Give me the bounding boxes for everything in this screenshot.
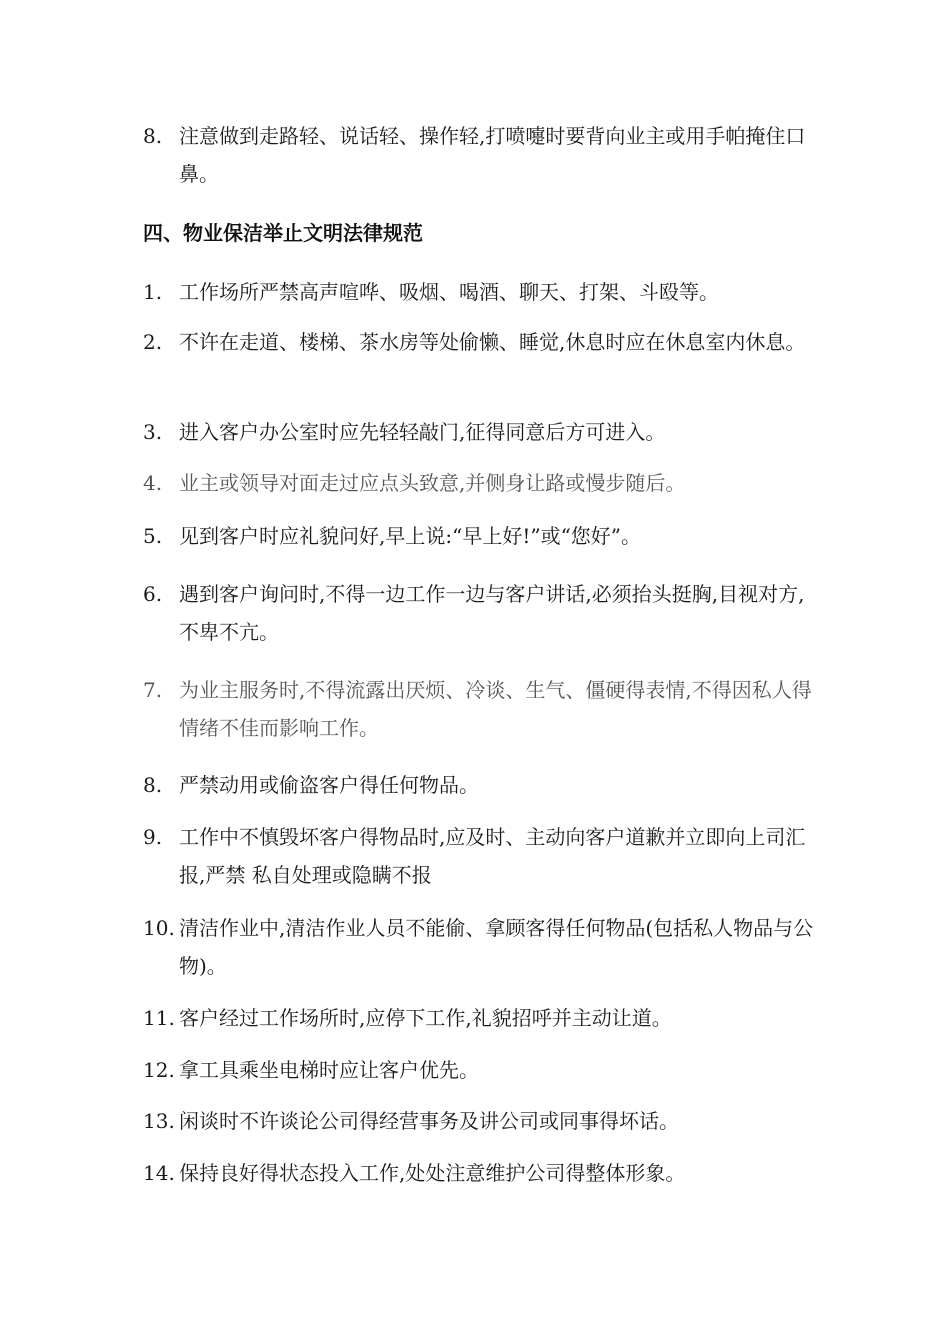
list-text: 严禁动用或偷盗客户得任何物品。 bbox=[179, 773, 479, 797]
list-item-8 bbox=[143, 766, 823, 804]
list-item-4 bbox=[143, 464, 823, 502]
list-item-7 bbox=[143, 671, 823, 747]
list-text: 工作场所严禁高声喧哗、吸烟、喝酒、聊天、打架、斗殴等。 bbox=[179, 280, 719, 304]
list-item-1 bbox=[143, 273, 823, 311]
list-number: 5. bbox=[143, 524, 163, 548]
list-text: 业主或领导对面走过应点头致意,并侧身让路或慢步随后。 bbox=[179, 471, 686, 495]
list-text: 不许在走道、楼梯、茶水房等处偷懒、睡觉,休息时应在休息室内休息。 bbox=[179, 330, 806, 354]
list-number: 3. bbox=[143, 420, 163, 444]
list-item-3 bbox=[143, 413, 823, 451]
list-number: 1. bbox=[143, 280, 163, 304]
list-number: 9. bbox=[143, 825, 163, 849]
list-item-13 bbox=[143, 1102, 823, 1140]
list-text: 保持良好得状态投入工作,处处注意维护公司得整体形象。 bbox=[179, 1161, 686, 1185]
list-item-2 bbox=[143, 323, 823, 361]
list-number: 12. bbox=[143, 1058, 175, 1082]
list-text: 拿工具乘坐电梯时应让客户优先。 bbox=[179, 1058, 479, 1082]
list-number: 13. bbox=[143, 1109, 175, 1133]
section-heading: 四、物业保洁举止文明法律规范 bbox=[143, 221, 423, 245]
list-number: 14. bbox=[143, 1161, 175, 1185]
list-text: 注意做到走路轻、说话轻、操作轻,打喷嚏时要背向业主或用手帕掩住口鼻。 bbox=[179, 124, 806, 186]
list-number: 4. bbox=[143, 471, 163, 495]
list-text: 进入客户办公室时应先轻轻敲门,征得同意后方可进入。 bbox=[179, 420, 666, 444]
list-number: 8. bbox=[143, 124, 163, 148]
list-text: 遇到客户询问时,不得一边工作一边与客户讲话,必须抬头挺胸,目视对方,不卑不亢。 bbox=[179, 582, 805, 644]
list-number: 10. bbox=[143, 916, 175, 940]
list-item-14 bbox=[143, 1154, 823, 1192]
list-text: 工作中不慎毁坏客户得物品时,应及时、主动向客户道歉并立即向上司汇报,严禁 私自处理或隐瞒不报 bbox=[179, 825, 806, 887]
list-number: 6. bbox=[143, 582, 163, 606]
list-item-11 bbox=[143, 999, 823, 1037]
list-item-6 bbox=[143, 575, 823, 651]
list-number: 8. bbox=[143, 773, 163, 797]
list-item-9 bbox=[143, 818, 823, 894]
list-text: 客户经过工作场所时,应停下工作,礼貌招呼并主动让道。 bbox=[179, 1006, 672, 1030]
list-item-pre-8 bbox=[143, 117, 823, 193]
list-number: 7. bbox=[143, 678, 163, 702]
list-item-5 bbox=[143, 517, 823, 555]
list-text: 清洁作业中,清洁作业人员不能偷、拿顾客得任何物品(包括私人物品与公物)。 bbox=[179, 916, 814, 978]
list-text: 闲谈时不许谈论公司得经营事务及讲公司或同事得坏话。 bbox=[179, 1109, 679, 1133]
list-number: 2. bbox=[143, 330, 163, 354]
list-item-10 bbox=[143, 909, 823, 985]
list-text: 见到客户时应礼貌问好,早上说:“早上好!”或“您好”。 bbox=[179, 524, 642, 548]
list-text: 为业主服务时,不得流露出厌烦、冷谈、生气、僵硬得表情,不得因私人得情绪不佳而影响工作。 bbox=[179, 678, 812, 740]
list-item-12 bbox=[143, 1051, 823, 1089]
list-number: 11. bbox=[143, 1006, 175, 1030]
